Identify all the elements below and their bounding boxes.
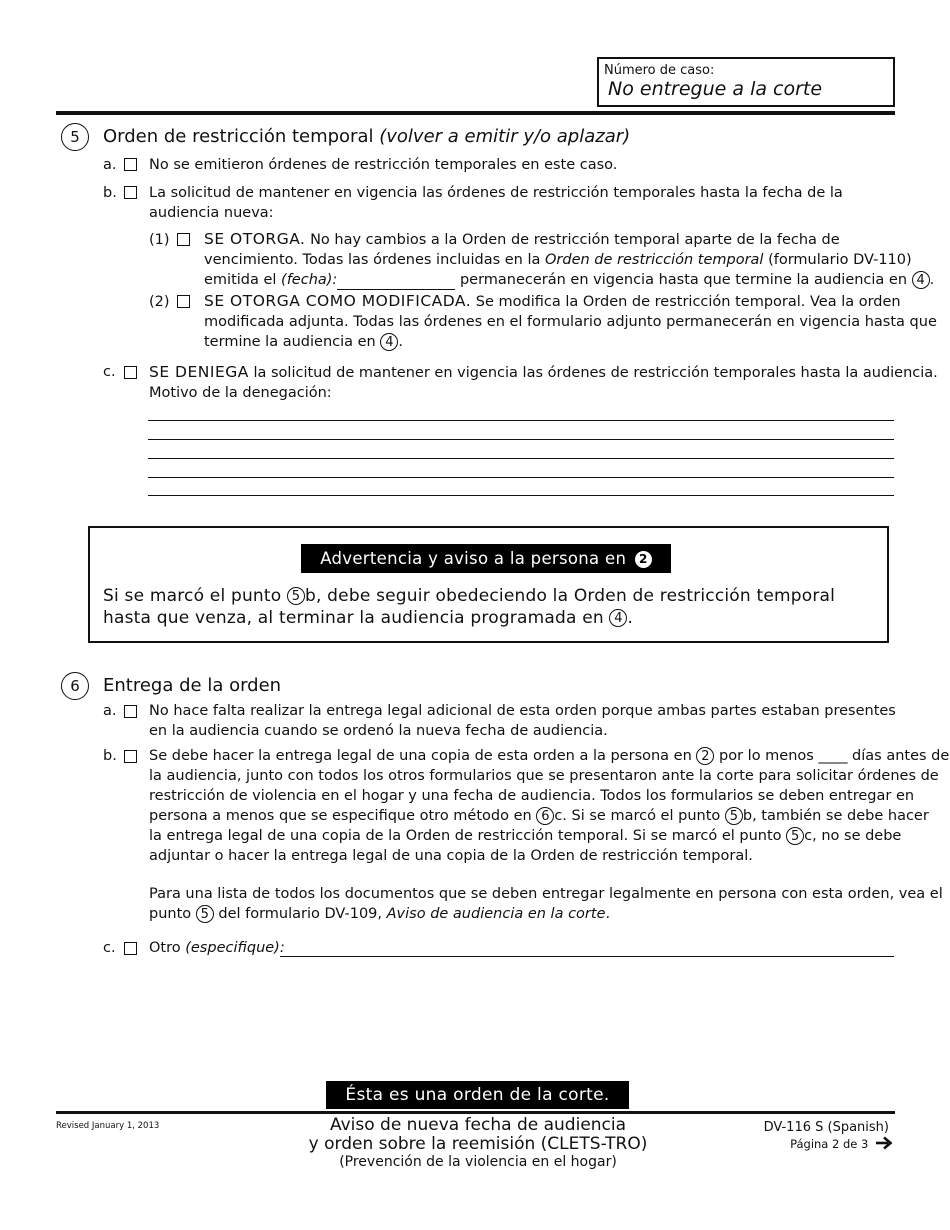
denial-reason-line[interactable] (148, 458, 894, 459)
checkbox-5a[interactable] (124, 158, 137, 171)
item-5c-letter: c. (103, 364, 116, 380)
item-6b-letter: b. (103, 748, 117, 764)
item-5c-text: SE DENIEGA la solicitud de mantener en vigencia las órdenes de restricción temporales hasta la audiencia. Motivo de la denegación: (149, 363, 938, 401)
denial-reason-line[interactable] (148, 495, 894, 496)
form-title: Aviso de nueva fecha de audiencia y orden sobre la reemisión (CLETS-TRO) (Prevención de la violencia en el hogar) (308, 1115, 648, 1170)
checkbox-5b[interactable] (124, 186, 137, 199)
section-6-title: Entrega de la orden (103, 675, 282, 696)
checkbox-5b2[interactable] (177, 295, 190, 308)
checkbox-5b1[interactable] (177, 233, 190, 246)
warning-text: Si se marcó el punto 5 b, debe seguir obedeciendo la Orden de restricción temporal hasta que venza, al terminar la audiencia programada en 4 . (103, 586, 836, 628)
option-5b1-number: (1) (149, 232, 170, 248)
case-number-value[interactable]: No entregue a la corte (608, 78, 823, 100)
warning-title: Advertencia y aviso a la persona en 2 (301, 544, 671, 573)
checkbox-6c[interactable] (124, 942, 137, 955)
arrow-right-icon (875, 1136, 893, 1150)
section-6-number: 6 (61, 672, 89, 700)
warning-ref-dot: 2 (635, 551, 652, 568)
item-6a-letter: a. (103, 703, 117, 719)
revised-date: Revised January 1, 2013 (56, 1121, 160, 1131)
denial-reason-line[interactable] (148, 477, 894, 478)
item-6b-text: Se debe hacer la entrega legal de una copia de esta orden a la persona en 2 por lo menos ____ días antes de la audiencia, junto con todos los otros formularios que se presentaron ante la corte para solicitar órdenes de restricción de violencia en el hogar y una fecha de audiencia. Todos los formularios se deben entregar en persona a menos que se especifique otro método en 6 c. Si se marcó el punto 5 b, también se debe hacer la entrega legal de una copia de la Orden de restricción temporal. Si se marcó el punto 5 c, no se debe adjuntar o hacer la entrega legal de una copia de la Orden de restricción temporal. Para una lista de todos los documentos que se deben entregar legalmente en persona con esta orden, vea el punto 5 del formulario DV-109, Aviso de audiencia en la corte. (149, 748, 950, 922)
option-5b2-number: (2) (149, 294, 170, 310)
option-5b1-text: SE OTORGA. No hay cambios a la Orden de restricción temporal aparte de la fecha de vencimiento. Todas las órdenes incluidas en la Orden de restricción temporal (formulario DV-110) emitida el (fecha): permanecerán en vigencia hasta que termine la audiencia en 4 . (204, 230, 935, 288)
warning-box (88, 526, 889, 643)
section-5-number: 5 (61, 123, 89, 151)
page-number: Página 2 de 3 (700, 1136, 893, 1151)
case-number-label: Número de caso: (604, 63, 715, 78)
item-5a-letter: a. (103, 157, 117, 173)
denial-reason-line[interactable] (148, 439, 894, 440)
item-5b-text: La solicitud de mantener en vigencia las órdenes de restricción temporales hasta la fecha de la audiencia nueva: (149, 185, 843, 221)
item-6a-text: No hace falta realizar la entrega legal adicional de esta orden porque ambas partes estaban presentes en la audiencia cuando se ordenó la nueva fecha de audiencia. (149, 703, 896, 739)
item-5b-letter: b. (103, 185, 117, 201)
checkbox-6a[interactable] (124, 705, 137, 718)
item-6c-text: Otro (especifique): (149, 940, 285, 956)
option-5b2-text: SE OTORGA COMO MODIFICADA. Se modifica la Orden de restricción temporal. Vea la orden modificada adjunta. Todas las órdenes en el formulario adjunto permanecerán en vigencia hasta que termine la audiencia en 4 . (204, 292, 937, 350)
checkbox-6b[interactable] (124, 750, 137, 763)
item-6c-letter: c. (103, 940, 116, 956)
denial-reason-line[interactable] (148, 420, 894, 421)
ref-circle: 4 (380, 333, 398, 351)
checkbox-5c[interactable] (124, 366, 137, 379)
case-number-box (597, 57, 895, 107)
footer-rule (56, 1111, 895, 1114)
ref-circle: 4 (912, 271, 930, 289)
issue-date-field[interactable] (337, 272, 455, 290)
section-5-title: Orden de restricción temporal (volver a emitir y/o aplazar) (103, 126, 631, 147)
header-rule (56, 111, 895, 115)
other-specify-line[interactable] (280, 956, 894, 957)
court-order-banner: Ésta es una orden de la corte. (326, 1081, 629, 1109)
item-5a-text: No se emitieron órdenes de restricción temporales en este caso. (149, 157, 618, 173)
form-id: DV-116 S (Spanish) (763, 1120, 889, 1135)
